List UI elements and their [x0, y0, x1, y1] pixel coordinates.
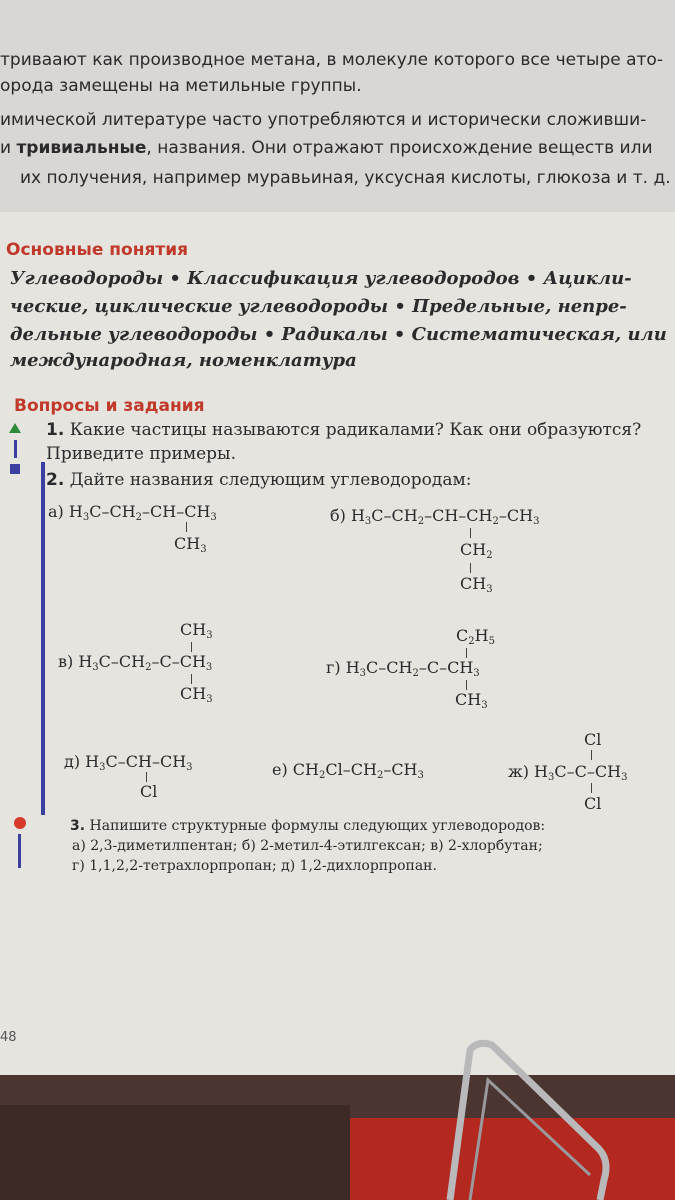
formula-d: д) $H_3C-CH-CH_3$ [64, 752, 193, 773]
intro-bold-word: тривиальные [16, 138, 147, 158]
formula-v-label: в) [58, 652, 74, 671]
formula-g: г) $H_3C-CH_2-C-CH_3$ [326, 658, 480, 679]
formula-g-top: $C_2H_5$ [456, 626, 495, 647]
formula-d-branch: Cl [140, 782, 158, 801]
question-3-number: 3. [70, 818, 86, 834]
formula-zh: ж) $H_3C-C-CH_3$ [508, 762, 628, 783]
question-3-items-2: г) 1,1,2,2-тетрахлорпропан; д) 1,2-дихлорпропан. [72, 858, 437, 874]
formula-v: в) $H_3C-CH_2-C-CH_3$ [58, 652, 213, 673]
formula-e-label: е) [272, 760, 288, 779]
question-1-cont: Приведите примеры. [46, 444, 236, 464]
formula-zh-label: ж) [508, 762, 529, 781]
page-number: 48 [0, 1030, 17, 1045]
formula-v-top: $CH_3$ [180, 620, 213, 641]
formula-zh-top: Cl [584, 730, 602, 749]
question-1-number: 1. [46, 420, 65, 440]
formula-a-label: а) [48, 502, 64, 521]
question-2-number: 2. [46, 470, 65, 490]
intro-line-4-text: и тривиальные, названия. Они отражают происхождение веществ или [0, 138, 653, 158]
formula-b-branch-1: $CH_2$ [460, 540, 493, 561]
formula-a: а) $H_3C-CH_2-CH-CH_3$ [48, 502, 217, 523]
basic-concepts-heading: Основные понятия [6, 240, 189, 260]
concepts-line-4: международная, номенклатура [10, 350, 357, 371]
formula-b: б) $H_3C-CH_2-CH-CH_2-CH_3$ [330, 506, 540, 527]
formula-a-branch: $CH_3$ [174, 534, 207, 555]
question-3-text: Напишите структурные формулы следующих углеводородов: [89, 818, 546, 834]
question-3-items-1: а) 2,3-диметилпентан; б) 2-метил-4-этилгексан; в) 2-хлорбутан; [72, 838, 543, 854]
formula-g-bottom: $CH_3$ [455, 690, 488, 711]
concepts-line-1: Углеводороды • Классификация углеводородов • Ацикли- [10, 268, 632, 289]
formula-zh-bottom: Cl [584, 794, 602, 813]
concepts-line-2: ческие, циклические углеводороды • Предельные, непре- [10, 296, 627, 317]
formula-b-label: б) [330, 506, 346, 525]
formula-d-label: д) [64, 752, 81, 771]
concepts-line-3: дельные углеводороды • Радикалы • Систематическая, или [10, 324, 667, 345]
question-1-text: Какие частицы называются радикалами? Как они образуются? [69, 420, 642, 440]
formula-v-bottom: $CH_3$ [180, 684, 213, 705]
intro-line-1: триваают как производное метана, в молекуле которого все четыре ато- [0, 50, 663, 70]
intro-line-3: имической литературе часто употребляются и исторически сложивши- [0, 110, 647, 130]
question-2-text: Дайте названия следующим углеводородам: [69, 470, 472, 490]
formula-g-label: г) [326, 658, 341, 677]
formula-e: е) $CH_2Cl-CH_2-CH_3$ [272, 760, 424, 781]
intro-line-2: орода замещены на метильные группы. [0, 76, 362, 96]
intro-line-5: их получения, например муравьиная, уксусная кислоты, глюкоза и т. д. [20, 168, 671, 188]
formula-b-branch-2: $CH_3$ [460, 574, 493, 595]
questions-heading: Вопросы и задания [14, 396, 205, 416]
